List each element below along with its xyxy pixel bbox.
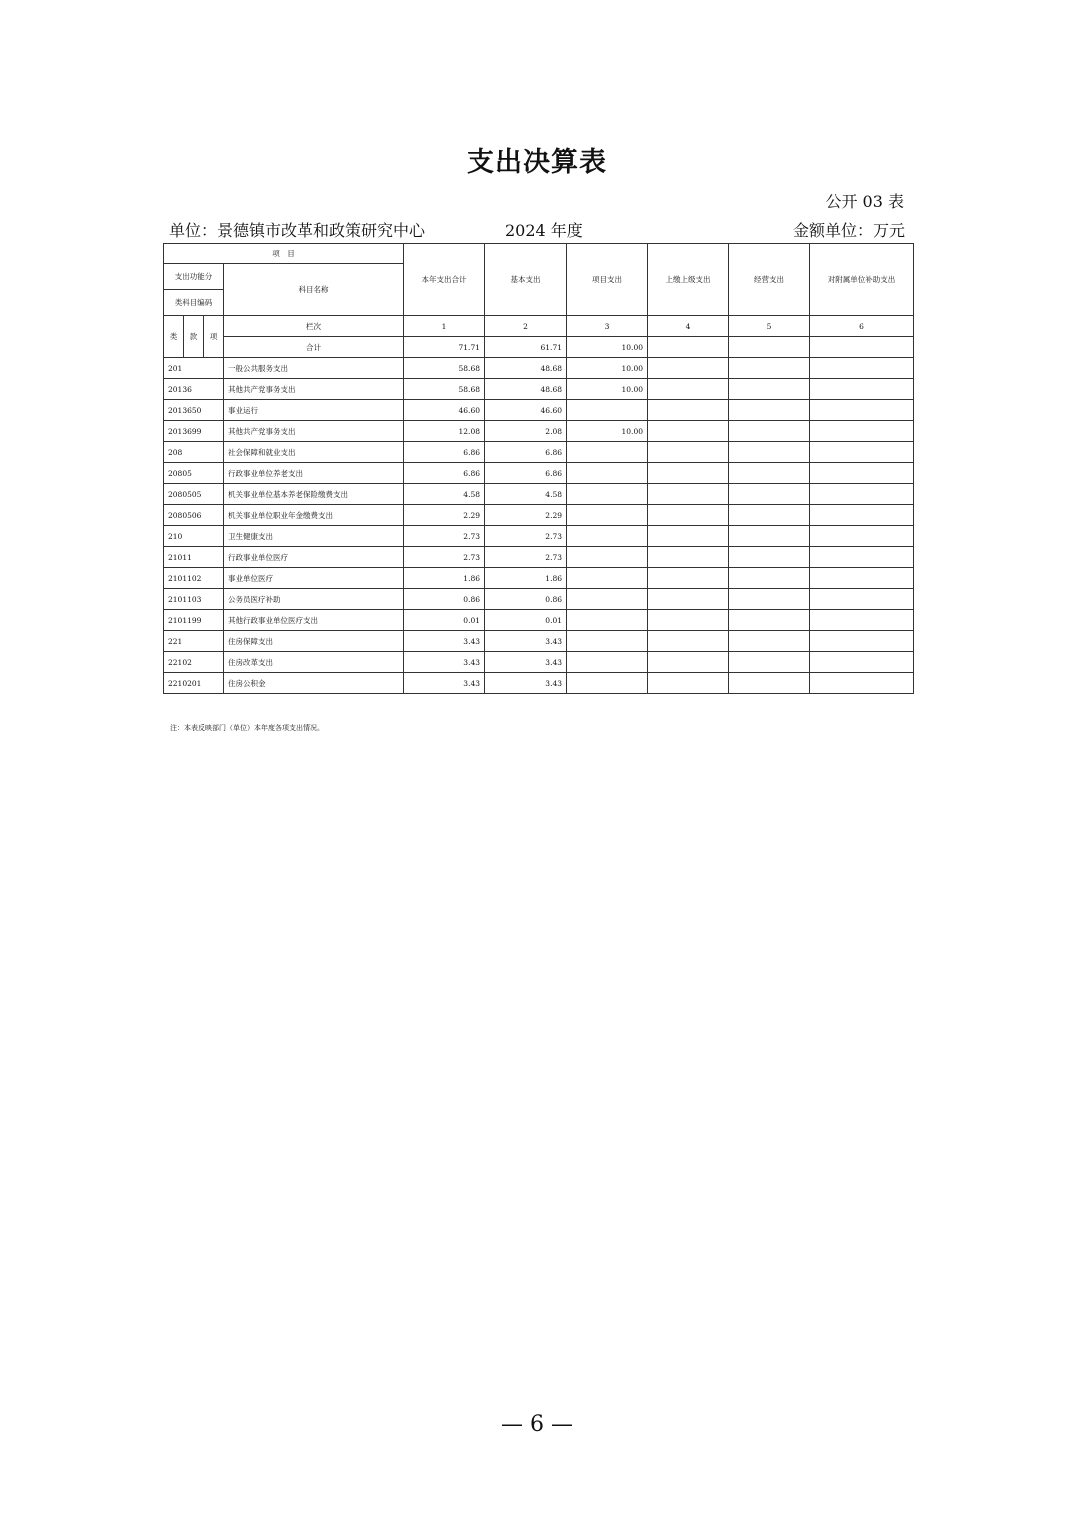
row-code: 201 (164, 358, 224, 379)
col-number-6: 6 (810, 316, 914, 337)
table-row (164, 463, 914, 484)
row-value: 12.08 (404, 421, 485, 442)
row-value (810, 652, 914, 673)
row-value (567, 526, 648, 547)
header-code-label-1: 支出功能分 (164, 264, 224, 290)
total-value (648, 337, 729, 358)
row-value (648, 547, 729, 568)
row-value: 0.01 (404, 610, 485, 631)
row-name: 住房改革支出 (224, 652, 404, 673)
row-value: 4.58 (404, 484, 485, 505)
row-name: 住房公积金 (224, 673, 404, 694)
row-name: 一般公共服务支出 (224, 358, 404, 379)
header-col-3: 项目支出 (567, 244, 648, 316)
row-value (648, 631, 729, 652)
row-name: 行政事业单位养老支出 (224, 463, 404, 484)
row-value (648, 589, 729, 610)
row-code: 2080506 (164, 505, 224, 526)
row-value: 58.68 (404, 358, 485, 379)
header-xiangmu: 项 目 (164, 244, 404, 264)
row-code: 2080505 (164, 484, 224, 505)
table-row (164, 631, 914, 652)
row-value (810, 442, 914, 463)
header-col-2: 基本支出 (485, 244, 567, 316)
table-row (164, 400, 914, 421)
row-value (567, 442, 648, 463)
row-value (567, 463, 648, 484)
total-row (164, 337, 914, 358)
row-code: 210 (164, 526, 224, 547)
row-value (810, 505, 914, 526)
row-value (567, 400, 648, 421)
row-value (648, 505, 729, 526)
header-code-label-2: 类科目编码 (164, 290, 224, 316)
row-value: 48.68 (485, 358, 567, 379)
total-value: 10.00 (567, 337, 648, 358)
row-value (729, 652, 810, 673)
table-row (164, 610, 914, 631)
row-name: 其他共产党事务支出 (224, 379, 404, 400)
row-name: 机关事业单位基本养老保险缴费支出 (224, 484, 404, 505)
row-value (567, 568, 648, 589)
row-value (810, 400, 914, 421)
header-lanci: 栏次 (224, 316, 404, 337)
row-value (648, 442, 729, 463)
row-value (648, 652, 729, 673)
row-value (567, 652, 648, 673)
header-row-1 (164, 244, 914, 264)
total-value (810, 337, 914, 358)
row-value (810, 463, 914, 484)
row-value: 3.43 (404, 652, 485, 673)
page-number: — 6 — (501, 1412, 573, 1437)
row-value: 6.86 (485, 442, 567, 463)
row-value: 6.86 (404, 442, 485, 463)
header-lei: 类 (164, 316, 184, 358)
row-value: 10.00 (567, 421, 648, 442)
table-row (164, 421, 914, 442)
table-row (164, 547, 914, 568)
row-value (729, 673, 810, 694)
row-value (729, 421, 810, 442)
total-label: 合计 (224, 337, 404, 358)
total-value: 61.71 (485, 337, 567, 358)
table-note: 注：本表反映部门（单位）本年度各项支出情况。 (170, 724, 324, 732)
row-code: 221 (164, 631, 224, 652)
row-value (567, 610, 648, 631)
row-value: 1.86 (404, 568, 485, 589)
header-col-6: 对附属单位补助支出 (810, 244, 914, 316)
table-row (164, 484, 914, 505)
money-unit-label: 金额单位：万元 (792, 221, 905, 240)
row-value: 10.00 (567, 379, 648, 400)
row-value (567, 673, 648, 694)
row-value: 4.58 (485, 484, 567, 505)
form-code: 公开 03 表 (825, 192, 904, 211)
row-value (729, 547, 810, 568)
col-number-4: 4 (648, 316, 729, 337)
row-value: 0.86 (404, 589, 485, 610)
row-value (648, 400, 729, 421)
row-code: 2013650 (164, 400, 224, 421)
year-label: 2024 年度 (505, 221, 583, 240)
row-value: 2.29 (404, 505, 485, 526)
row-code: 2101199 (164, 610, 224, 631)
row-value (810, 484, 914, 505)
header-row-lanci (164, 316, 914, 337)
expenditure-table (163, 243, 914, 694)
table-row (164, 652, 914, 673)
row-value (810, 358, 914, 379)
row-value (810, 379, 914, 400)
row-value: 3.43 (485, 673, 567, 694)
row-name: 事业单位医疗 (224, 568, 404, 589)
row-value (648, 673, 729, 694)
row-value (648, 526, 729, 547)
total-value: 71.71 (404, 337, 485, 358)
table-row (164, 505, 914, 526)
row-value (567, 631, 648, 652)
header-col-5: 经营支出 (729, 244, 810, 316)
unit-label: 单位：景德镇市改革和政策研究中心 (169, 221, 426, 240)
table-row (164, 442, 914, 463)
col-number-3: 3 (567, 316, 648, 337)
header-col-1: 本年支出合计 (404, 244, 485, 316)
page-title: 支出决算表 (467, 147, 607, 178)
table-row (164, 589, 914, 610)
row-name: 事业运行 (224, 400, 404, 421)
row-value: 2.73 (485, 547, 567, 568)
row-value: 3.43 (404, 673, 485, 694)
row-value (567, 547, 648, 568)
col-number-5: 5 (729, 316, 810, 337)
row-name: 其他行政事业单位医疗支出 (224, 610, 404, 631)
row-value: 3.43 (404, 631, 485, 652)
row-value (648, 358, 729, 379)
row-value (729, 442, 810, 463)
col-number-2: 2 (485, 316, 567, 337)
row-value (648, 379, 729, 400)
row-value (567, 484, 648, 505)
table-row (164, 358, 914, 379)
row-name: 社会保障和就业支出 (224, 442, 404, 463)
row-value: 6.86 (485, 463, 567, 484)
table-row (164, 526, 914, 547)
row-value (810, 610, 914, 631)
row-code: 22102 (164, 652, 224, 673)
table-row (164, 568, 914, 589)
row-name: 机关事业单位职业年金缴费支出 (224, 505, 404, 526)
row-name: 其他共产党事务支出 (224, 421, 404, 442)
row-value: 2.08 (485, 421, 567, 442)
row-value: 0.86 (485, 589, 567, 610)
row-code: 2210201 (164, 673, 224, 694)
row-value: 3.43 (485, 631, 567, 652)
row-value: 10.00 (567, 358, 648, 379)
row-value (729, 505, 810, 526)
row-value (567, 505, 648, 526)
row-value (729, 358, 810, 379)
row-value: 46.60 (404, 400, 485, 421)
total-value (729, 337, 810, 358)
header-xiang: 项 (204, 316, 224, 358)
row-value: 2.73 (404, 547, 485, 568)
row-value (729, 568, 810, 589)
meta-row (169, 218, 905, 240)
row-value (567, 589, 648, 610)
row-value (810, 526, 914, 547)
row-value (729, 463, 810, 484)
row-value (810, 631, 914, 652)
row-value: 48.68 (485, 379, 567, 400)
col-number-1: 1 (404, 316, 485, 337)
row-value (810, 421, 914, 442)
row-value: 46.60 (485, 400, 567, 421)
row-value (729, 526, 810, 547)
row-value (729, 631, 810, 652)
row-value (648, 421, 729, 442)
header-col-4: 上缴上级支出 (648, 244, 729, 316)
row-code: 2101103 (164, 589, 224, 610)
row-name: 公务员医疗补助 (224, 589, 404, 610)
row-name: 住房保障支出 (224, 631, 404, 652)
row-value (648, 463, 729, 484)
row-value: 58.68 (404, 379, 485, 400)
row-value: 0.01 (485, 610, 567, 631)
row-value: 2.29 (485, 505, 567, 526)
row-value (729, 589, 810, 610)
header-kuan: 款 (184, 316, 204, 358)
row-value (729, 610, 810, 631)
row-value: 2.73 (404, 526, 485, 547)
row-value: 1.86 (485, 568, 567, 589)
row-value: 3.43 (485, 652, 567, 673)
row-code: 2101102 (164, 568, 224, 589)
row-value (810, 568, 914, 589)
row-value (729, 400, 810, 421)
row-code: 208 (164, 442, 224, 463)
row-code: 21011 (164, 547, 224, 568)
row-code: 20136 (164, 379, 224, 400)
row-code: 2013699 (164, 421, 224, 442)
row-value (648, 568, 729, 589)
row-value: 2.73 (485, 526, 567, 547)
row-value (729, 379, 810, 400)
row-value: 6.86 (404, 463, 485, 484)
table-row (164, 379, 914, 400)
table-row (164, 673, 914, 694)
row-name: 行政事业单位医疗 (224, 547, 404, 568)
row-value (648, 484, 729, 505)
header-name-label: 科目名称 (224, 264, 404, 316)
row-name: 卫生健康支出 (224, 526, 404, 547)
row-value (810, 673, 914, 694)
row-value (648, 610, 729, 631)
row-value (810, 589, 914, 610)
row-code: 20805 (164, 463, 224, 484)
row-value (729, 484, 810, 505)
row-value (810, 547, 914, 568)
